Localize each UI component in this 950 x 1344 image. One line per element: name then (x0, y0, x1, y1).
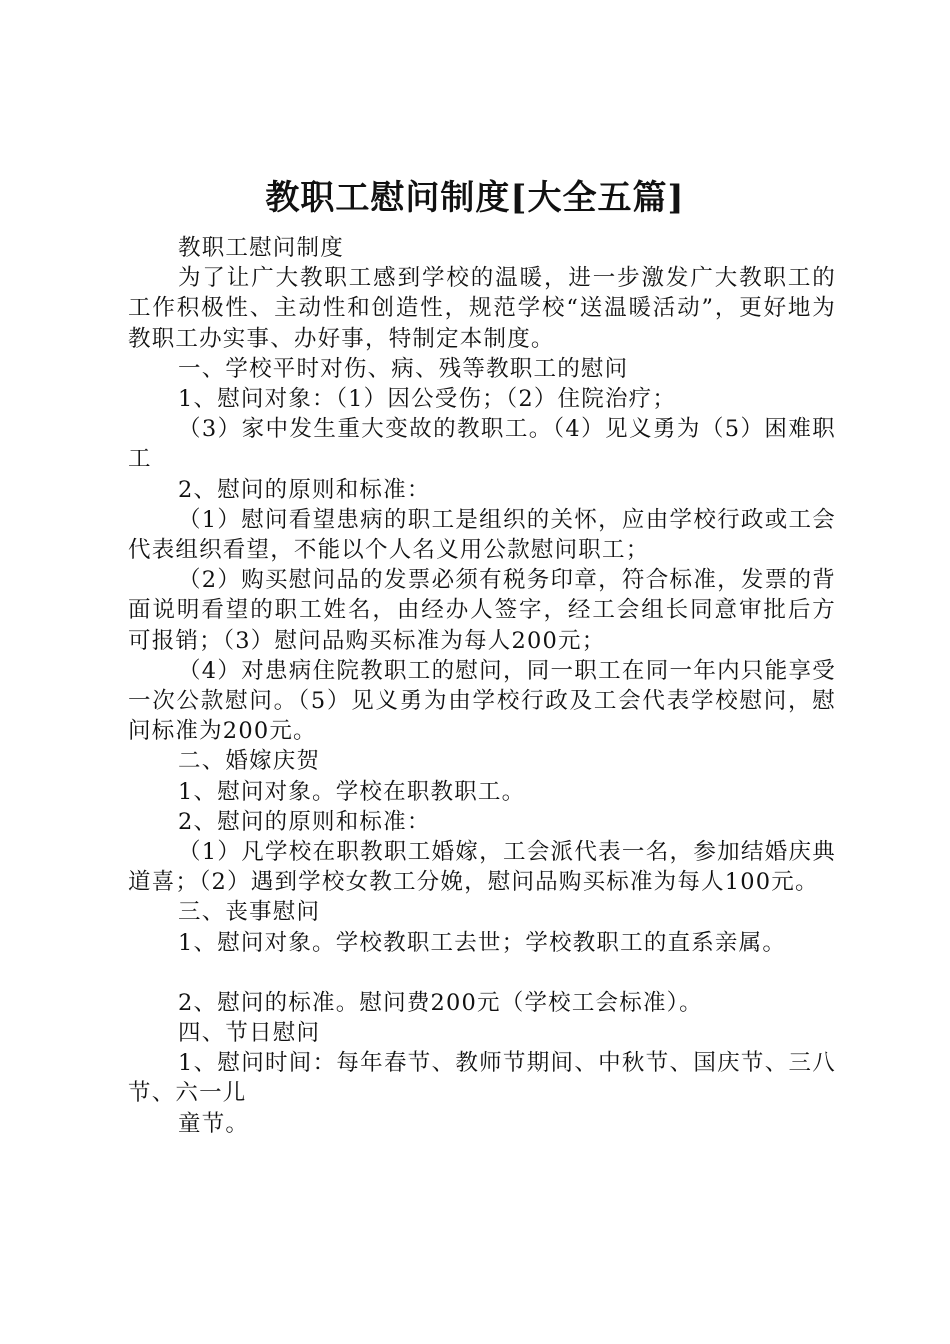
section-heading-4: 四、节日慰问 (178, 1020, 321, 1047)
paragraph: 童节。 (178, 1110, 250, 1137)
paragraph: （3）家中发生重大变故的教职工。（4）见义勇为（5）困难职工 (128, 416, 836, 473)
paragraph-subtitle: 教职工慰问制度 (178, 235, 344, 261)
paragraph: 1、慰问对象。学校在职教职工。 (178, 778, 526, 805)
blank-line (128, 958, 836, 988)
paragraph: 2、慰问的原则和标准： (178, 808, 431, 835)
document-body (128, 233, 836, 1139)
section-heading-2: 二、婚嫁庆贺 (178, 748, 321, 775)
paragraph-intro: 为了让广大教职工感到学校的温暖，进一步激发广大教职工的工作积极性、主动性和创造性，规范学校“送温暖活动”，更好地为教职工办实事、办好事，特制定本制度。 (128, 265, 836, 352)
document-title: 教职工慰问制度[大全五篇] (265, 178, 685, 218)
paragraph: （2）购买慰问品的发票必须有税务印章，符合标准，发票的背面说明看望的职工姓名，由经办人签字，经工会组长同意审批后方可报销；（3）慰问品购买标准为每人200元； (128, 567, 836, 654)
paragraph: （4）对患病住院教职工的慰问，同一职工在同一年内只能享受一次公款慰问。（5）见义勇为由学校行政及工会代表学校慰问，慰问标准为200元。 (128, 657, 836, 745)
paragraph: 1、慰问对象：（1）因公受伤；（2）住院治疗； (178, 386, 677, 413)
paragraph: （1）慰问看望患病的职工是组织的关怀，应由学校行政或工会代表组织看望，不能以个人名义用公款慰问职工； (128, 506, 836, 564)
paragraph: 2、慰问的标准。慰问费200元（学校工会标准）。 (178, 989, 703, 1016)
paragraph: （1）凡学校在职教职工婚嫁，工会派代表一名，参加结婚庆典道喜；（2）遇到学校女教工分娩，慰问品购买标准为每人100元。 (128, 839, 836, 896)
section-heading-1: 一、学校平时对伤、病、残等教职工的慰问 (178, 355, 629, 382)
paragraph: 1、慰问时间：每年春节、教师节期间、中秋节、国庆节、三八节、六一儿 (128, 1050, 836, 1107)
section-heading-3: 三、丧事慰问 (178, 899, 321, 926)
paragraph: 1、慰问对象。学校教职工去世；学校教职工的直系亲属。 (178, 929, 787, 956)
paragraph: 2、慰问的原则和标准： (178, 476, 431, 503)
